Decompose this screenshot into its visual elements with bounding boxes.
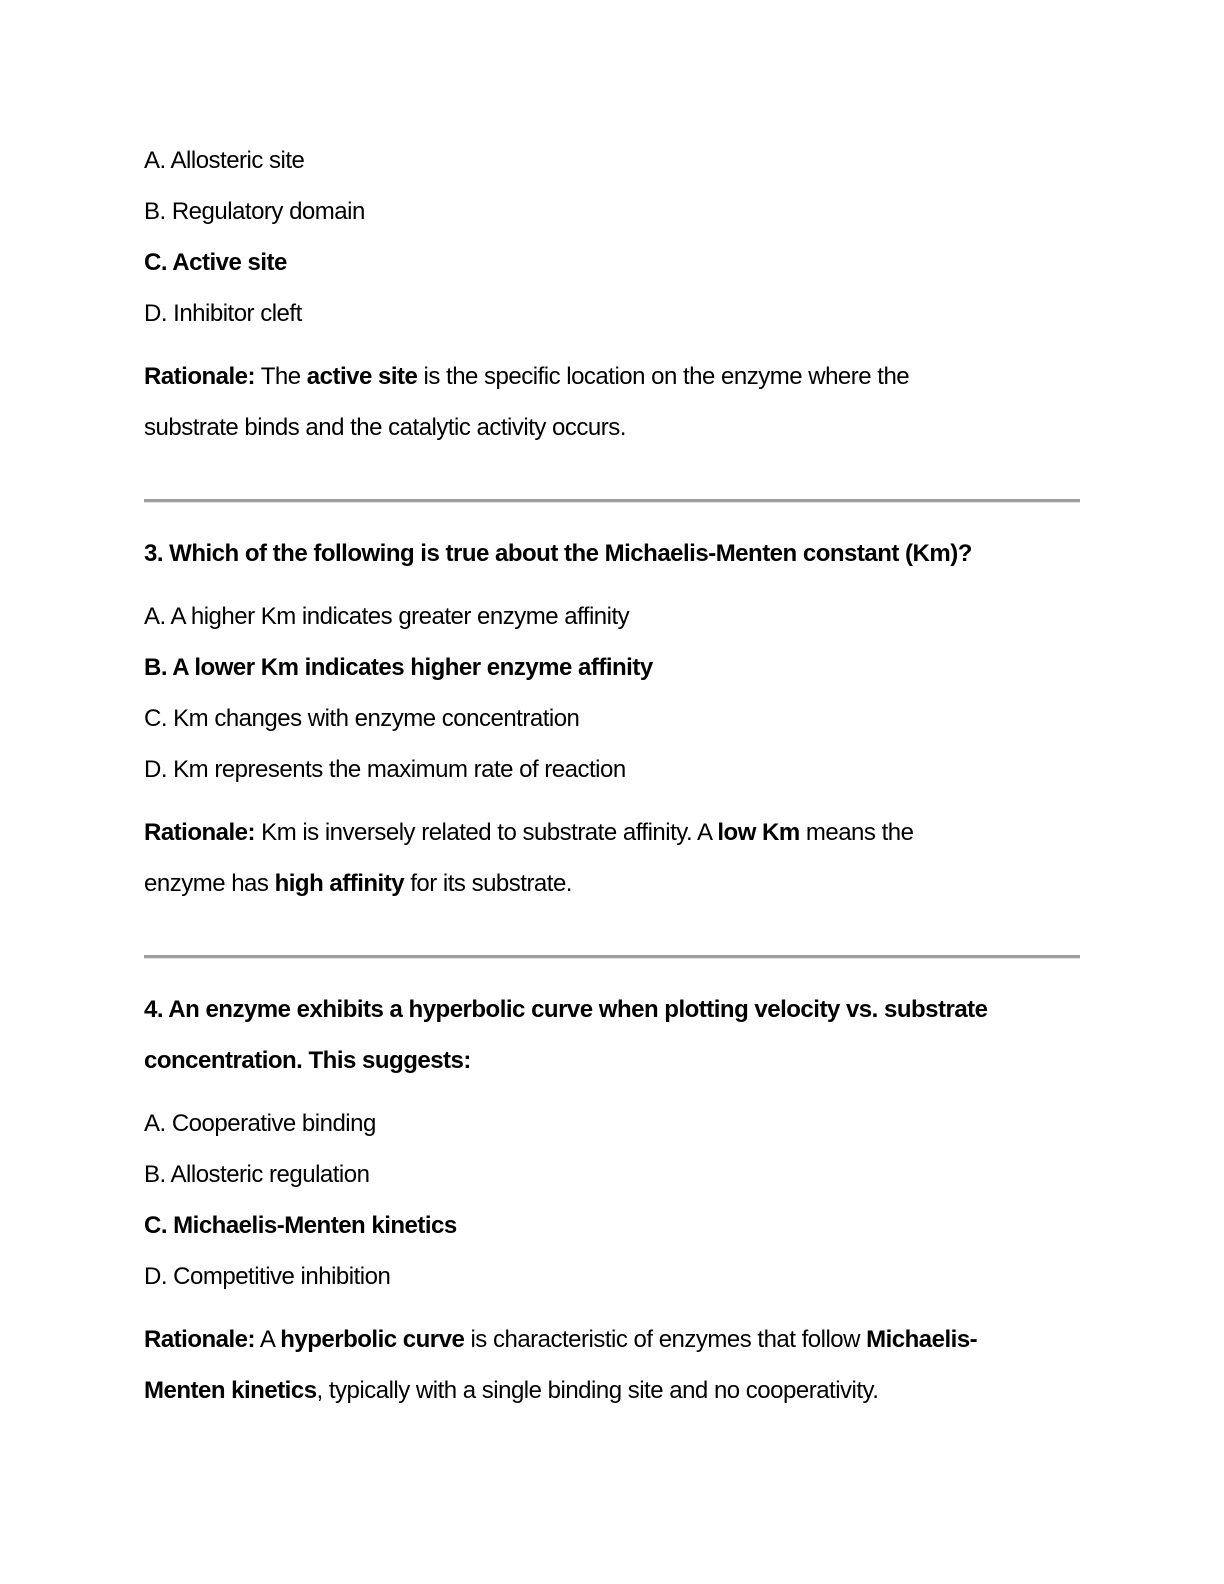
text-run: 3. Which of the following is true about the Michaelis-Menten constant (Km)? [144, 540, 972, 567]
answer-option [144, 1251, 1080, 1302]
answer-option [144, 1149, 1080, 1200]
text-run: substrate binds and the catalytic activity occurs. [144, 414, 626, 441]
text-run: , typically with a single binding site and no cooperativity. [316, 1377, 879, 1404]
answer-options [144, 591, 1080, 795]
text-run: 4. An enzyme exhibits a hyperbolic curve when plotting velocity vs. substrate [144, 996, 988, 1023]
text-run: means the [799, 819, 914, 846]
text-run: hyperbolic curve [280, 1326, 465, 1353]
text-run: B. Allosteric regulation [144, 1161, 370, 1188]
text-run: The [255, 363, 307, 390]
text-run: C. Active site [144, 249, 287, 276]
section-divider [144, 499, 1080, 503]
section-divider [144, 955, 1080, 959]
text-run: Km is inversely related to substrate affinity. A [255, 819, 718, 846]
answer-option [144, 642, 1080, 693]
answer-options [144, 1098, 1080, 1302]
text-run: Rationale: [144, 363, 256, 390]
question-line [144, 1035, 1080, 1086]
text-run: A. Cooperative binding [144, 1110, 376, 1137]
answer-option [144, 288, 1080, 339]
answer-option [144, 744, 1080, 795]
rationale-line [144, 351, 1080, 402]
question-line [144, 528, 1080, 579]
text-run: A. A higher Km indicates greater enzyme affinity [144, 603, 630, 630]
rationale-paragraph [144, 351, 1080, 453]
text-run: A. Allosteric site [144, 147, 305, 174]
text-run: A [255, 1326, 281, 1353]
text-run: Rationale: [144, 1326, 256, 1353]
answer-option [144, 1200, 1080, 1251]
text-run: D. Km represents the maximum rate of reaction [144, 756, 626, 783]
text-run: low Km [717, 819, 800, 846]
rationale-line [144, 402, 1080, 453]
question-line [144, 984, 1080, 1035]
text-run: for its substrate. [404, 870, 572, 897]
answer-option [144, 693, 1080, 744]
text-run: B. A lower Km indicates higher enzyme affinity [144, 654, 653, 681]
answer-option [144, 237, 1080, 288]
text-run: high affinity [274, 870, 405, 897]
rationale-line [144, 1365, 1080, 1416]
text-run: C. Km changes with enzyme concentration [144, 705, 580, 732]
text-run: Michaelis- [866, 1326, 978, 1353]
rationale-line [144, 807, 1080, 858]
answer-option [144, 591, 1080, 642]
text-run: Menten kinetics [144, 1377, 317, 1404]
answer-option [144, 135, 1080, 186]
rationale-paragraph [144, 1314, 1080, 1416]
rationale-line [144, 1314, 1080, 1365]
text-run: concentration. This suggests: [144, 1047, 471, 1074]
question-heading [144, 984, 1080, 1086]
text-run: Rationale: [144, 819, 256, 846]
answer-option [144, 1098, 1080, 1149]
answer-option [144, 186, 1080, 237]
text-run: active site [306, 363, 418, 390]
text-run: B. Regulatory domain [144, 198, 365, 225]
text-run: is characteristic of enzymes that follow [464, 1326, 867, 1353]
text-run: is the specific location on the enzyme where the [417, 363, 910, 390]
text-run: enzyme has [144, 870, 275, 897]
question-heading [144, 528, 1080, 579]
text-run: C. Michaelis-Menten kinetics [144, 1212, 457, 1239]
text-run: D. Competitive inhibition [144, 1263, 391, 1290]
text-run: D. Inhibitor cleft [144, 300, 302, 327]
rationale-line [144, 858, 1080, 909]
rationale-paragraph [144, 807, 1080, 909]
answer-options [144, 135, 1080, 339]
